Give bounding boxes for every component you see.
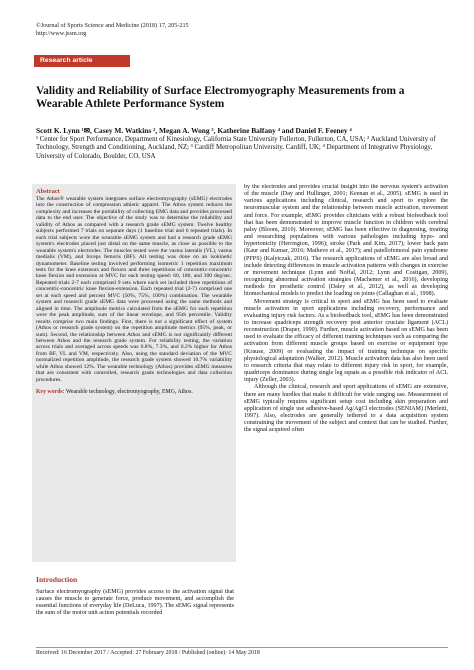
footer-rule [36,647,448,648]
introduction-text: Surface electromyography (sEMG) provides access to the activation signal that causes the muscle to generate force, produce movement, and accomplish the essential functions of everyday life (DeLuca, 1997). The sEMG signal represents the sum of the motor unit action potentials recorded [36,589,234,617]
abstract-text: The Athos® wearable system integrates surface electromyography (sEMG) electrodes into the construction of compression athletic apparel. The Athos system reduces the complexity and increases the portability of collecting EMG data and provides processed data to the end user. The objective of the study was to determine the reliability and validity of Athos as compared with a research grade sEMG system. Twelve healthy subjects performed 7 trials on separate days (1 baseline trial and 6 repeated trials). In each trial subjects wore the wearable sEMG system and had a research grade sEMG system's electrodes placed just distal on the same muscle, as close as possible to the wearable system's electrodes. The muscles tested were the vastus lateralis (VL), vastus medialis (VM), and biceps femoris (BF). All testing was done on an isokinetic dynamometer. Baseline testing involved performing isometric 1 repetition maximum tests for the knee extensors and flexors and three repetitions of concentric-concentric knee flexion and extension at MVC for each testing speed: 60, 180, and 300 deg/sec. Repeated trials 2-7 each comprised 9 sets where each set included three repetitions of concentric-concentric knee flexion-extension. Each repeated trial (2-7) comprised one set at each speed and percent MVC (50%, 75%, 100%) combination. The wearable system and research grade sEMG data were processed using the same methods and aligned in time. The amplitude metrics calculated from the sEMG for each repetition were the peak amplitude, sum of the linear envelope, and 95th percentile. Validity results comprise two main findings. First, there is not a significant effect of system (Athos or research grade system) on the repetition amplitude metrics (95%, peak, or sum). Second, the relationship between Athos and sEMG is not significantly different between Athos and the research grade system. For reliability testing, the variation across trials and averaged across speeds was 0.8%, 7.3%, and 0.2% higher for Athos from BF, VL and VM, respectively. Also, using the standard deviation of the MVC normalized repetition amplitude, the research grade system showed 10.7% variability while Athos showed 12%. The wearable technology (Athos) provides sEMG measures that are consistent with controlled, research grade technologies and data collection procedures. [36,196,232,383]
journal-citation: ©Journal of Sports Science and Medicine (2018) 17, 205-215 [36,22,189,29]
right-column [244,184,448,648]
abstract-heading: Abstract [36,188,60,195]
author-list: Scott K. Lynn ¹✉, Casey M. Watkins ², Megan A. Wong ³, Katherine Balfany ⁴ and Daniel F. Feeney ⁴ [36,126,352,135]
article-title: Validity and Reliability of Surface Electromyography Measurements from a Wearable Athlete Performance System [36,85,405,110]
journal-url[interactable]: http://www.jssm.org [36,29,87,37]
keywords-label: Key words: [36,389,65,396]
introduction-heading: Introduction [36,575,78,584]
paragraph-3: Although the clinical, research and sport applications of sEMG are extensive, there are many hurdles that make it difficult for wide ranging use. Measurement of sEMG typically requires significant setup cost including skin preparation and application of single use adhesive-based Ag/AgCl electrodes (SENIAM) (Merletti, 1997). Also, electrodes are generally tethered to a data acquisition system constraining the movement of the subject and context that can be studied. Further, the signal acquired often [244,384,448,434]
paragraph-2: Movement strategy is critical in sport and sEMG has been used to evaluate muscle activation in sport applications including recovery, performance and evaluating injury risk factors. As a biofeedback tool, sEMG has been demonstrated to increase quadriceps strength recovery post anterior cruciate ligament (ACL) reconstruction (Draper, 1990). Further, muscle activation based on sEMG has been used to evaluate the efficacy of different training techniques such as comparing the activation from different muscle groups based on exercise or equipment type (Krause, 2009) or evaluating the impact of training technique on specific physiological adaptation (Walker, 2012). Muscle activation data has also been used to research criteria that may relate to different injury risk in sport, for example, quadriceps dominance during single leg squats as a possible risk indicator of ACL injury (Zeller, 2003). [244,298,448,384]
article-type-badge: Research article [34,55,130,67]
journal-header [36,22,189,37]
paragraph-1: by the electrodes and provides crucial insight into the nervous system's activation of the muscle (Day and Hullinger, 2001; Keenan et al., 2005). sEMG is used in various applications including clinical, research and sport to explore the neuromuscular system and the relationship between muscle activation, movement and force. For example, sEMG provides clinicians with a robust biofeedback tool that has been demonstrated to improve muscle function in children with cerebral palsy (Bloom, 2010). Moreover, sEMG has been effective in diagnosing, treating and researching populations with various pathologies including hypo- and hypertonicity (Herrington, 1996); stroke (Park and Kim, 2017); lower back pain (Kaur and Kumar, 2016; Matheve et al., 2017); and patellofemoral pain syndrome (PFPS) (Kalytczak, 2016). The research applications of sEMG are also broad and include detecting differences in muscle activation patterns with changes in exercise or movement technique (Lynn and Noffal, 2012; Lynn and Costigan, 2009), recognizing abnormal activation strategies (Machemer et al., 2016), developing methods for prosthetic control (Daley et al., 2012), as well as developing biomechanical models to predict the loading on joints (Callaghan et al., 1998). [244,184,448,298]
affiliations: ¹ Center for Sport Performance, Department of Kinesiology, California State University Fullerton, Fullerton, CA, USA; ² Auckland University of Technology, Strength and Conditioning, Auckland, NZ; ³ Cardiff Metropolitan University, Cardiff, UK; ⁴ Department of Integrative Physiology, University of Colorado, Boulder, CO, USA [36,136,436,160]
keywords-text: Wearable technology, electromyography, EMG, Athos. [65,389,193,396]
abstract-box [32,184,236,562]
keywords [36,389,232,396]
publication-dates: Received: 16 December 2017 / Accepted: 27 February 2018 / Published (online): 14 May 2018 [36,650,260,656]
